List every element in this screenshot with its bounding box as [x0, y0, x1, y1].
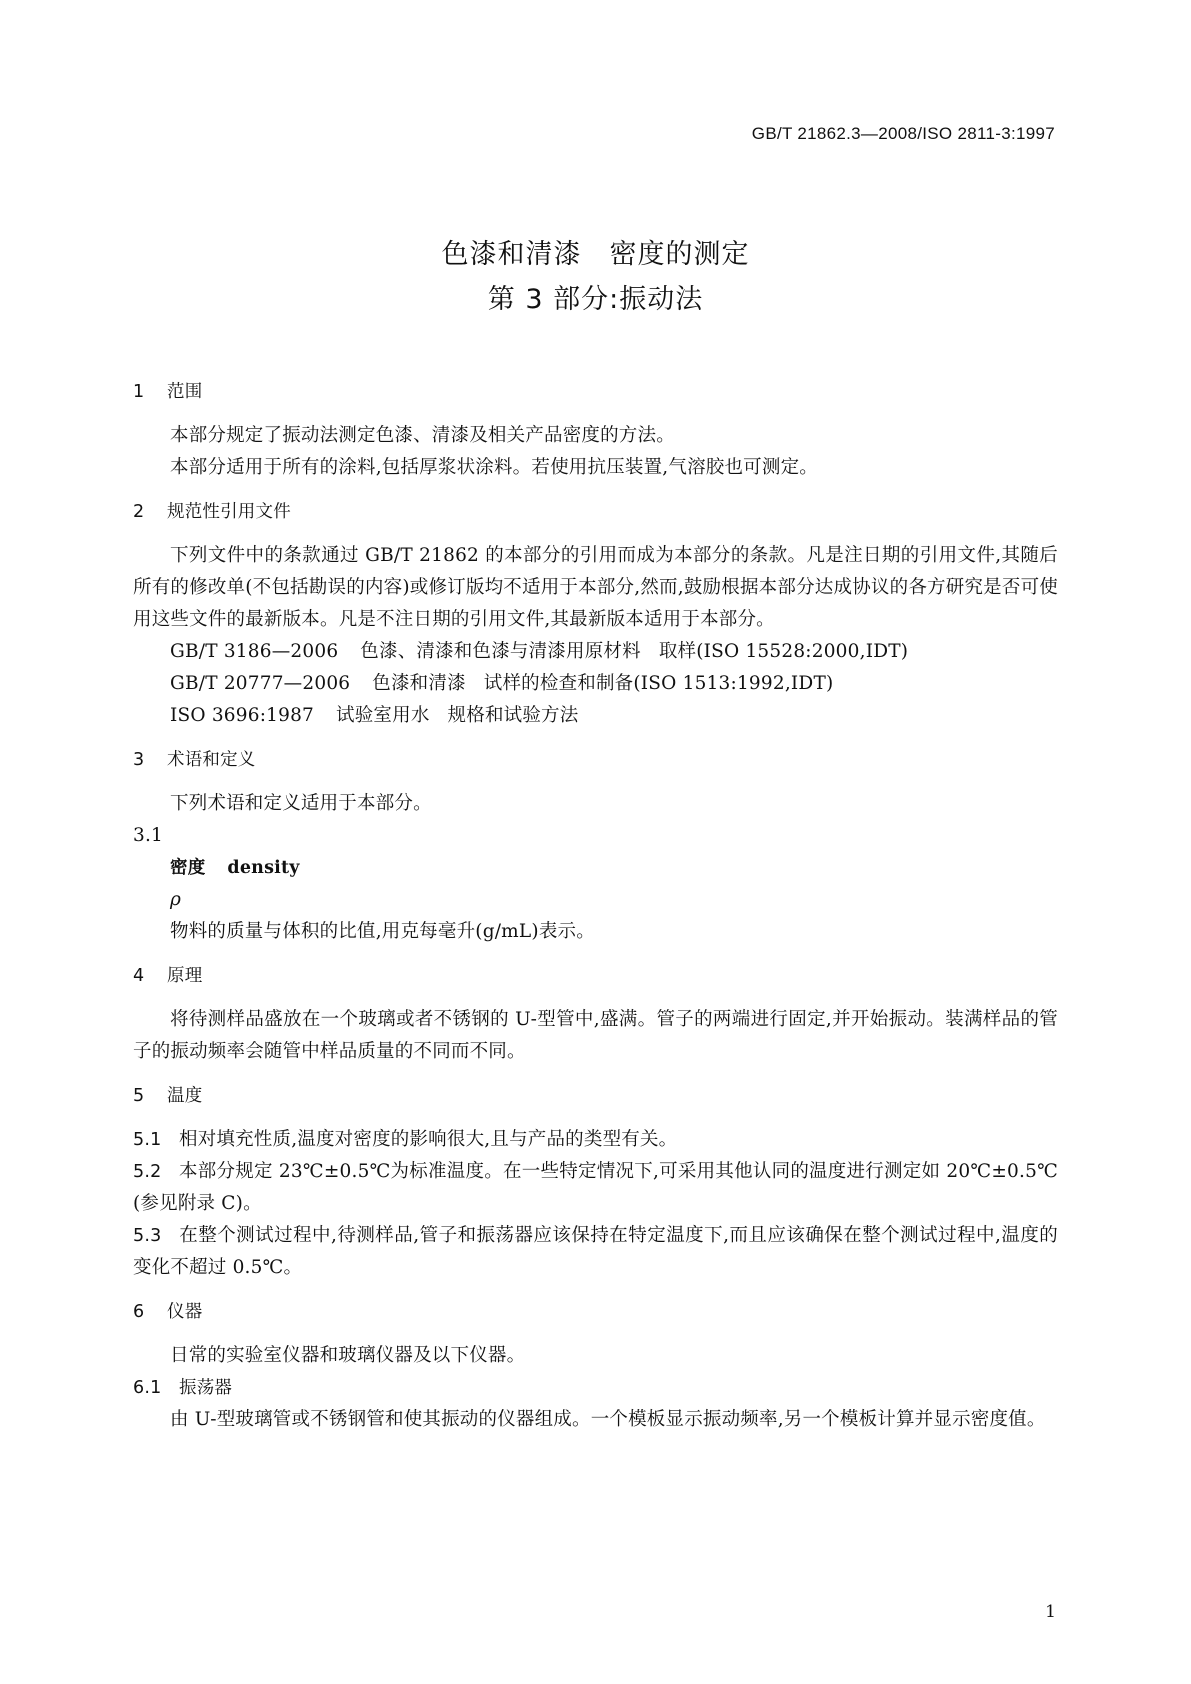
section-1-heading: 1 范围 [133, 382, 203, 402]
term-definition: 物料的质量与体积的比值,用克每毫升(g/mL)表示。 [170, 921, 595, 942]
section-1-paragraph: 本部分规定了振动法测定色漆、清漆及相关产品密度的方法。 [170, 425, 675, 446]
reference-item: GB/T 3186—2006 色漆、清漆和色漆与清漆用原材料 取样(ISO 15528:2000,IDT) [170, 641, 909, 662]
title-part-a: 色漆和清漆 [441, 239, 582, 270]
term-symbol: ρ [170, 889, 182, 910]
clause-5-2: 5.2 本部分规定 23℃±0.5℃为标准温度。在一些特定情况下,可采用其他认同的温度进行测定如 20℃±0.5℃(参见附录 C)。 [133, 1161, 1058, 1214]
section-6-paragraph: 日常的实验室仪器和玻璃仪器及以下仪器。 [170, 1345, 526, 1366]
title-line-1 [0, 232, 1191, 271]
standard-code: GB/T 21862.3—2008/ISO 2811-3:1997 [751, 124, 1055, 143]
document-body [133, 376, 1058, 1436]
section-4-paragraph: 将待测样品盛放在一个玻璃或者不锈钢的 U-型管中,盛满。管子的两端进行固定,并开始振动。装满样品的管子的振动频率会随管中样品质量的不同而不同。 [133, 1009, 1058, 1062]
title-part-b: 密度的测定 [609, 239, 750, 270]
clause-5-3: 5.3 在整个测试过程中,待测样品,管子和振荡器应该保持在特定温度下,而且应该确保在整个测试过程中,温度的变化不超过 0.5℃。 [133, 1225, 1058, 1278]
page-number: 1 [1045, 1602, 1056, 1622]
clause-6-1-heading: 6.1 振荡器 [133, 1378, 233, 1398]
section-3-paragraph: 下列术语和定义适用于本部分。 [170, 793, 432, 814]
section-4-heading: 4 原理 [133, 966, 203, 986]
section-6-heading: 6 仪器 [133, 1302, 203, 1322]
clause-5-1: 5.1 相对填充性质,温度对密度的影响很大,且与产品的类型有关。 [133, 1129, 678, 1150]
term-name: 密度 density [170, 858, 300, 878]
section-1-paragraph: 本部分适用于所有的涂料,包括厚浆状涂料。若使用抗压装置,气溶胶也可测定。 [170, 457, 818, 478]
section-5-heading: 5 温度 [133, 1086, 203, 1106]
title-line-2: 第 3 部分:振动法 [487, 284, 704, 315]
section-2-paragraph: 下列文件中的条款通过 GB/T 21862 的本部分的引用而成为本部分的条款。凡是注日期的引用文件,其随后所有的修改单(不包括勘误的内容)或修订版均不适用于本部分,然而,鼓励根据本部分达成协议的各方研究是否可使用这些文件的最新版本。凡是不注日期的引用文件,其最新版本适用于本部分。 [133, 545, 1058, 630]
section-2-heading: 2 规范性引用文件 [133, 502, 291, 522]
clause-6-1-text: 由 U-型玻璃管或不锈钢管和使其振动的仪器组成。一个模板显示振动频率,另一个模板计算并显示密度值。 [170, 1409, 1046, 1430]
section-3-heading: 3 术语和定义 [133, 750, 256, 770]
term-number: 3.1 [133, 825, 164, 846]
reference-item: GB/T 20777—2006 色漆和清漆 试样的检查和制备(ISO 1513:1992,IDT) [170, 673, 834, 694]
reference-item: ISO 3696:1987 试验室用水 规格和试验方法 [170, 705, 579, 726]
